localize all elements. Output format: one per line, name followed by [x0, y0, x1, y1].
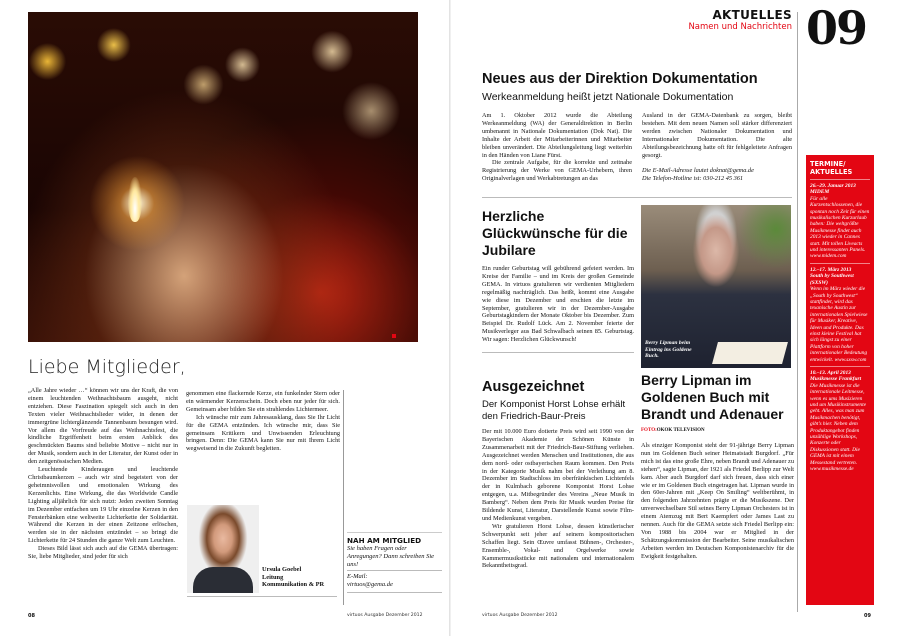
event-date: 10.–13. April 2013 — [810, 369, 851, 376]
article2-body — [482, 265, 634, 344]
event-item — [810, 183, 870, 264]
article3-body — [482, 428, 634, 570]
column-divider — [343, 390, 344, 605]
article4-title: Berry Lipman im Goldenen Buch mit Brandt und Adenauer — [641, 372, 784, 422]
contact-email: Die E-Mail-Adresse lautet doknat@gema.de — [642, 167, 754, 175]
candle-flame — [128, 177, 142, 222]
page-gutter — [449, 0, 451, 636]
candles-photo — [28, 12, 418, 342]
event-item — [810, 267, 870, 367]
email-link[interactable]: virtuos@gema.de — [347, 581, 393, 589]
article1-col2 — [642, 112, 792, 183]
page-number-left: 08 — [28, 613, 35, 619]
red-marker — [392, 334, 396, 338]
big-page-number: 09 — [806, 1, 867, 55]
golden-book — [712, 342, 788, 364]
section-header — [688, 8, 792, 32]
editorial-col1 — [28, 387, 178, 561]
article2-title: Herzliche Glückwünsche für die Jubilare — [482, 208, 628, 258]
event-name: Musikmesse Frankfurt — [810, 376, 862, 383]
article3-subtitle: Der Komponist Horst Lohse erhält den Friedrich-Baur-Preis — [482, 399, 626, 422]
author-dept: Kommunikation & PR — [262, 581, 325, 589]
nah-am-mitglied-box — [347, 532, 442, 593]
email-label: E-Mail: — [347, 573, 368, 581]
paragraph: Ein runder Geburtstag will gebührend gefeiert werden. Im Kreise der Familie – und im Kreis der großen Gemeinde GEMA. In virtuos gratulieren wir verdienten Mitgliedern regelmäßig nachträglich. Das heißt, kommt eine Ausgabe wie diese im Dezember und erschien die letzte im September, gratulieren wir in der Dezember-Ausgabe Geburtstagkindern der Monate Oktober bis Dezember. Zum Beispiel Dr. Rudolf Lück. Am 2. November feierte der Musikverleger aus Bad Schwalbach seinen 85. Geburtstag. Wir sagen: Herzlichen Glückwunsch! — [482, 265, 634, 344]
section-title: AKTUELLES — [712, 8, 792, 22]
photo-label: FOTO: — [641, 428, 657, 433]
footer-right: virtuos Ausgabe Dezember 2012 — [482, 613, 558, 618]
article2 — [482, 208, 634, 353]
paragraph: Als einziger Komponist steht der 91-jährige Berry Lipman nun im Goldenen Buch seiner Heimatstadt Burgdorf. „Für mich ist das eine große Ehre, neben Brandt und Adenauer zu stehen“, sagte Lipman, der 1921 als Friedel Berlipp zur Welt kam. Aber auch Burgdorf darf sich freuen, dass sich einer wie er im Goldenen Buch eingetragen hat. Lipman wurde in den 60er-Jahren mit „Keep On Smiling“ weltberühmt, in den folgenden Jahrzehnten prägte er die Musikszene. Der unverwechselbare Stil seines Berry Lipman Orchesters ist in einem Atemzug mit Bert Kaempfert oder James Last zu nennen. Auch für die GEMA setzte sich Friedel Berlipp ein: Von 1988 bis 2004 war er Mitglied in der Schätzungskommission der Bearbeiter. Seine musikalischen Arbeiten werden im Deutschen Komponistenarchiv für die Ewigkeit festgehalten. — [641, 442, 794, 560]
article1-col1 — [482, 112, 632, 183]
photo-credit-name: OKOK TELEVISION — [656, 428, 705, 433]
author-portrait — [187, 505, 259, 593]
event-url[interactable]: www.sxsw.com — [834, 356, 867, 363]
article3-title: Ausgezeichnet — [482, 379, 585, 395]
paragraph: Die zentrale Aufgabe, für die korrekte und zeitnahe Registrierung der Werke von GEMA-Urhebern, ihren Originalverlagen und Werkabtretungen an das — [482, 159, 632, 183]
paragraph: Dieses Bild lässt sich auch auf die GEMA übertragen: Sie, liebe Mitglieder, sind jeder für sich — [28, 545, 178, 561]
page-number-right: 09 — [864, 613, 871, 619]
paragraph: „Alle Jahre wieder …“ können wir uns der Kraft, die von einem leuchtenden Weihnachtsbaum ausgeht, nicht entziehen. Diese Faszination spiegelt sich auch in den Texten vieler Weihnachtslieder wider, in denen der immergrüne lichterglänzende Tannenbaum besungen wird. Vor allem die Vorfreude auf das Weihnachtsfest, die kindliche Ergriffenheit beim ersten Anblick des geschmückten Baums sind beliebte Motive – nicht nur in der Musik, sondern auch in der Literatur, der Kunst oder in den zeitgenössischen Medien. — [28, 387, 178, 466]
event-name: MIDEM — [810, 189, 830, 196]
photo-caption: Berry Lipman beim Eintrag ins Goldene Buch. — [645, 340, 692, 360]
article3 — [482, 378, 634, 570]
divider — [482, 352, 634, 353]
event-url[interactable]: www.midem.com — [810, 253, 847, 260]
paragraph: Der mit 10.000 Euro dotierte Preis wird seit 1990 von der Bayerischen Akademie der Schönen Künste in Zusammenarbeit mit der Friedrich-Baur-Stiftung verliehen. Ausgezeichnet werden Menschen und Institutionen, die aus dem nord- oder ostbayerischen Raum kommen. Den Preis in der Kategorie Musik nahm bei der Verleihung am 8. Dezember im Stadtschloss im oberfränkischen Lichtenfels der in Kulmbach geborene Komponist Horst Lohse entgegen, u.a. Mitbegründer des Vereins „Neue Musik in Bamberg“. Neben dem Preis für Musik wurden Preise für Bildende Kunst, Literatur, Darstellende Kunst sowie Film- und Medienkunst vergeben. — [482, 428, 634, 522]
photo-credit — [641, 428, 794, 433]
author-signature — [262, 566, 324, 589]
nah-title: NAH AM MITGLIED — [347, 532, 442, 545]
termine-title: TERMINE/ AKTUELLES — [810, 160, 870, 180]
paragraph: Ausland in der GEMA-Datenbank zu sorgen, bleibt bestehen. Mit dem neuen Namen soll stärker differenziert werden zwischen Nationaler Dokumentation und Internationaler Dokumentation. Die alte Abteilungsbezeichnung hatte oft für fehlgeleitete Anfragen gesorgt. — [642, 112, 792, 159]
event-item — [810, 370, 870, 476]
divider — [482, 197, 792, 198]
paragraph: Wir gratulieren Horst Lohse, dessen künstlerischer Schwerpunkt seit jeher auf seinem kompositorischen Schaffen liegt. Sein Œuvre umfasst Bühnen-, Orchester-, Ensemble-, Vokal- und Orgelwerke sowie Kammermusikstücke mit nationalem und internationalem Bekanntheitsgrad. — [482, 522, 634, 570]
author-name: Ursula Goebel — [262, 566, 302, 573]
event-text: Die Musikmesse ist die internationale Leitmesse, wenn es ums Musizieren und um Musikinstrumente geht. Alles, was man zum Musikmachen benötigt, gibt’s hier. Neben dem Produktangebot finden unzählige Workshops, Konzerte oder Diskussionen statt. Die GEMA ist mit einem Messestand vertreten. — [810, 382, 866, 466]
event-date: 12.–17. März 2013 — [810, 266, 852, 273]
paragraph: genommen eine flackernde Kerze, ein funkelnder Stern oder ein wärmender Kerzenschein. Doch eben nur jeder für sich. Gemeinsam aber bilden Sie ein strahlendes Lichtermeer. — [186, 390, 340, 413]
paragraph: Ich wünsche mir zum Jahresausklang, dass Sie Ihr Licht für die GEMA entzünden. Ich wünsche mir, dass Sie gemeinsam Kritikern und Unwissenden Erleuchtung bringen. Denn: Die GEMA kann Sie nur mit Ihrem Licht wegweisend in die Zukunft begleiten. — [186, 413, 340, 453]
section-subtitle: Namen und Nachrichten — [688, 22, 792, 32]
paragraph: Leuchtende Kinderaugen und leuchtende Christbaumkerzen – auch wir sind begeistert von der geheimnisvollen und emotionalen Wirkung des Kerzenlichts. Eine Wirkung, die das Worldwide Candle Lighting alljährlich für sich nutzt: Jeden zweiten Sonntag im Dezember entfachen um 19 Uhr einzelne Kerzen in den Fensterbänken eine weltweite Lichterkette der Solidarität. Während die Kerzen in der einen Zeitzone erlöschen, werden sie in der nächsten entzündet – so bringt die Lichterkette für 24 Stunden die ganze Welt zum Leuchten. — [28, 466, 178, 545]
event-name: South by Southwest (SXSW) — [810, 273, 854, 286]
editorial-heading: Liebe Mitglieder, — [28, 356, 186, 378]
nah-email — [347, 573, 442, 593]
footer-left: virtuos Ausgabe Dezember 2012 — [347, 613, 423, 618]
article1-title: Neues aus der Direktion Dokumentation — [482, 71, 758, 87]
author-role: Leitung — [262, 573, 284, 581]
article4-body — [641, 442, 794, 561]
termine-box — [806, 155, 874, 605]
page-rule — [797, 12, 798, 612]
nah-question: Sie haben Fragen oder Anregungen? Dann schreiben Sie uns! — [347, 545, 442, 571]
lipman-photo — [641, 205, 791, 368]
event-date: 26.–29. Januar 2013 — [810, 183, 856, 189]
paragraph: Am 1. Oktober 2012 wurde die Abteilung Werkeanmeldung (WA) der Generaldirektion in Berlin umbenannt in Nationale Dokumentation (Dok Nat). Die Inhalte der Arbeit der Mitarbeiterinnen und Mitarbeiter bleiben unverändert. Die Abteilungsleitung liegt weiterhin in den Händen von Liane Fürst. — [482, 112, 632, 159]
article1-subtitle: Werkeanmeldung heißt jetzt Nationale Dokumentation — [482, 91, 734, 103]
article4 — [641, 372, 794, 561]
divider — [187, 596, 337, 597]
contact-phone: Die Telefon-Hotline ist: 030-212 45 361 — [642, 175, 744, 183]
event-text: Wenn im März wieder die „South by Southwest“ stattfindet, wird das texanische Austin zur internationalen Spielwiese für Musiker, Kreative, Ideen und Produkte. Das einst kleine Festival hat sich längst zu einer Plattform von hoher internationaler Bedeutung entwickelt. — [810, 286, 868, 363]
editorial-col2 — [186, 390, 340, 453]
event-url[interactable]: www.musikmesse.de — [810, 466, 854, 473]
event-text: Für alle Kurzentschlossenen, die spontan noch Zeit für einen musikalischen Kurzurlaub haben: Die weltgrößte Musikmesse findet auch 2013 wieder in Cannes statt. Mit tollen Liveacts und interessanten Panels. — [810, 195, 870, 254]
